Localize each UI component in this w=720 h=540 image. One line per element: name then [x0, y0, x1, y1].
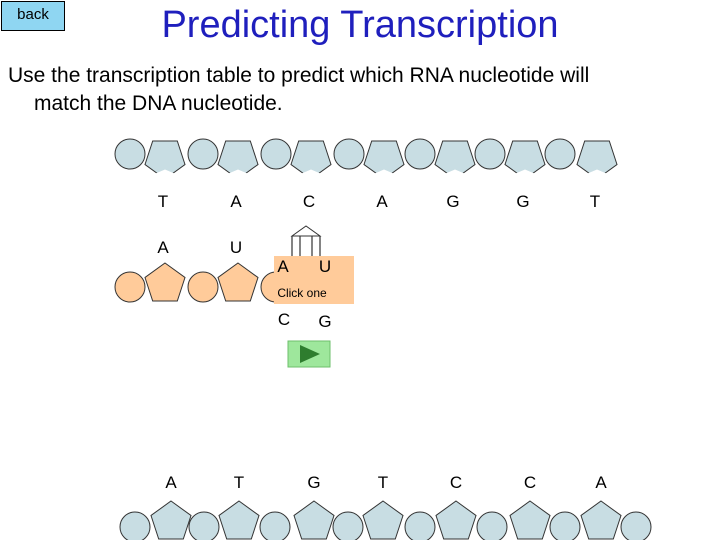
- dna-base-label: A: [376, 192, 388, 211]
- sugar-pentagon-bottom: [436, 501, 476, 539]
- rna-phosphate-circle: [115, 272, 145, 302]
- dna-base-label-bottom: C: [523, 473, 537, 492]
- dna-base-label-bottom: T: [377, 473, 389, 492]
- phosphate-circle: [475, 139, 505, 169]
- sugar-pentagon-bottom: [151, 501, 191, 539]
- sugar-pentagon-bottom: [510, 501, 550, 539]
- dna-base-label: T: [157, 192, 169, 211]
- back-button[interactable]: back: [1, 1, 65, 31]
- sugar-pentagon-bottom: [294, 501, 334, 539]
- choice-option-a[interactable]: A: [277, 257, 289, 276]
- rna-sugar-pentagon: [145, 263, 185, 301]
- choice-prompt: Click one: [277, 286, 327, 300]
- phosphate-circle-bottom: [621, 512, 651, 540]
- phosphate-circle-bottom: [260, 512, 290, 540]
- rna-sugar-pentagon: [218, 263, 258, 301]
- dna-base-label-bottom: C: [449, 473, 463, 492]
- dna-base-label: A: [230, 192, 242, 211]
- phosphate-circle: [115, 139, 145, 169]
- choice-option-g[interactable]: G: [318, 312, 332, 331]
- rna-base-label: U: [229, 238, 243, 257]
- dna-base-label-bottom: T: [233, 473, 245, 492]
- dna-base-label: T: [589, 192, 601, 211]
- dna-base-label-bottom: G: [307, 473, 321, 492]
- phosphate-circle-bottom: [189, 512, 219, 540]
- connector-notch-right: [312, 236, 320, 258]
- play-button[interactable]: [288, 341, 330, 367]
- dna-strand-top: [151, 170, 611, 228]
- dna-backbone-bottom: [120, 501, 651, 540]
- phosphate-circle: [405, 139, 435, 169]
- dna-base-label: G: [446, 192, 460, 211]
- rna-phosphate-circle: [188, 272, 218, 302]
- nucleotide-choices: [274, 226, 354, 367]
- phosphate-circle-bottom: [120, 512, 150, 540]
- sugar-pentagon-bottom: [363, 501, 403, 539]
- phosphate-circle-bottom: [405, 512, 435, 540]
- phosphate-circle: [188, 139, 218, 169]
- dna-base-label: C: [302, 192, 316, 211]
- instructions-line-2: match the DNA nucleotide.: [34, 92, 283, 115]
- instructions-line-1: Use the transcription table to predict which RNA nucleotide will: [8, 64, 590, 87]
- rna-strand: [115, 226, 291, 302]
- dna-base-label-bottom: A: [165, 473, 177, 492]
- choice-option-u[interactable]: U: [318, 257, 332, 276]
- page-title: Predicting Transcription: [161, 4, 559, 46]
- sugar-pentagon-bottom: [219, 501, 259, 539]
- phosphate-circle-bottom: [550, 512, 580, 540]
- phosphate-circle-bottom: [477, 512, 507, 540]
- dna-strand-bottom: [157, 462, 615, 508]
- phosphate-circle: [545, 139, 575, 169]
- dna-base-label: G: [516, 192, 530, 211]
- connector-point: [292, 226, 320, 236]
- choice-option-c[interactable]: C: [277, 310, 291, 329]
- sugar-pentagon-bottom: [581, 501, 621, 539]
- dna-backbone-top: [115, 139, 617, 179]
- connector-notch-left: [292, 236, 300, 258]
- phosphate-circle: [334, 139, 364, 169]
- dna-base-label-bottom: A: [595, 473, 607, 492]
- phosphate-circle: [261, 139, 291, 169]
- rna-base-label: A: [157, 238, 169, 257]
- phosphate-circle-bottom: [333, 512, 363, 540]
